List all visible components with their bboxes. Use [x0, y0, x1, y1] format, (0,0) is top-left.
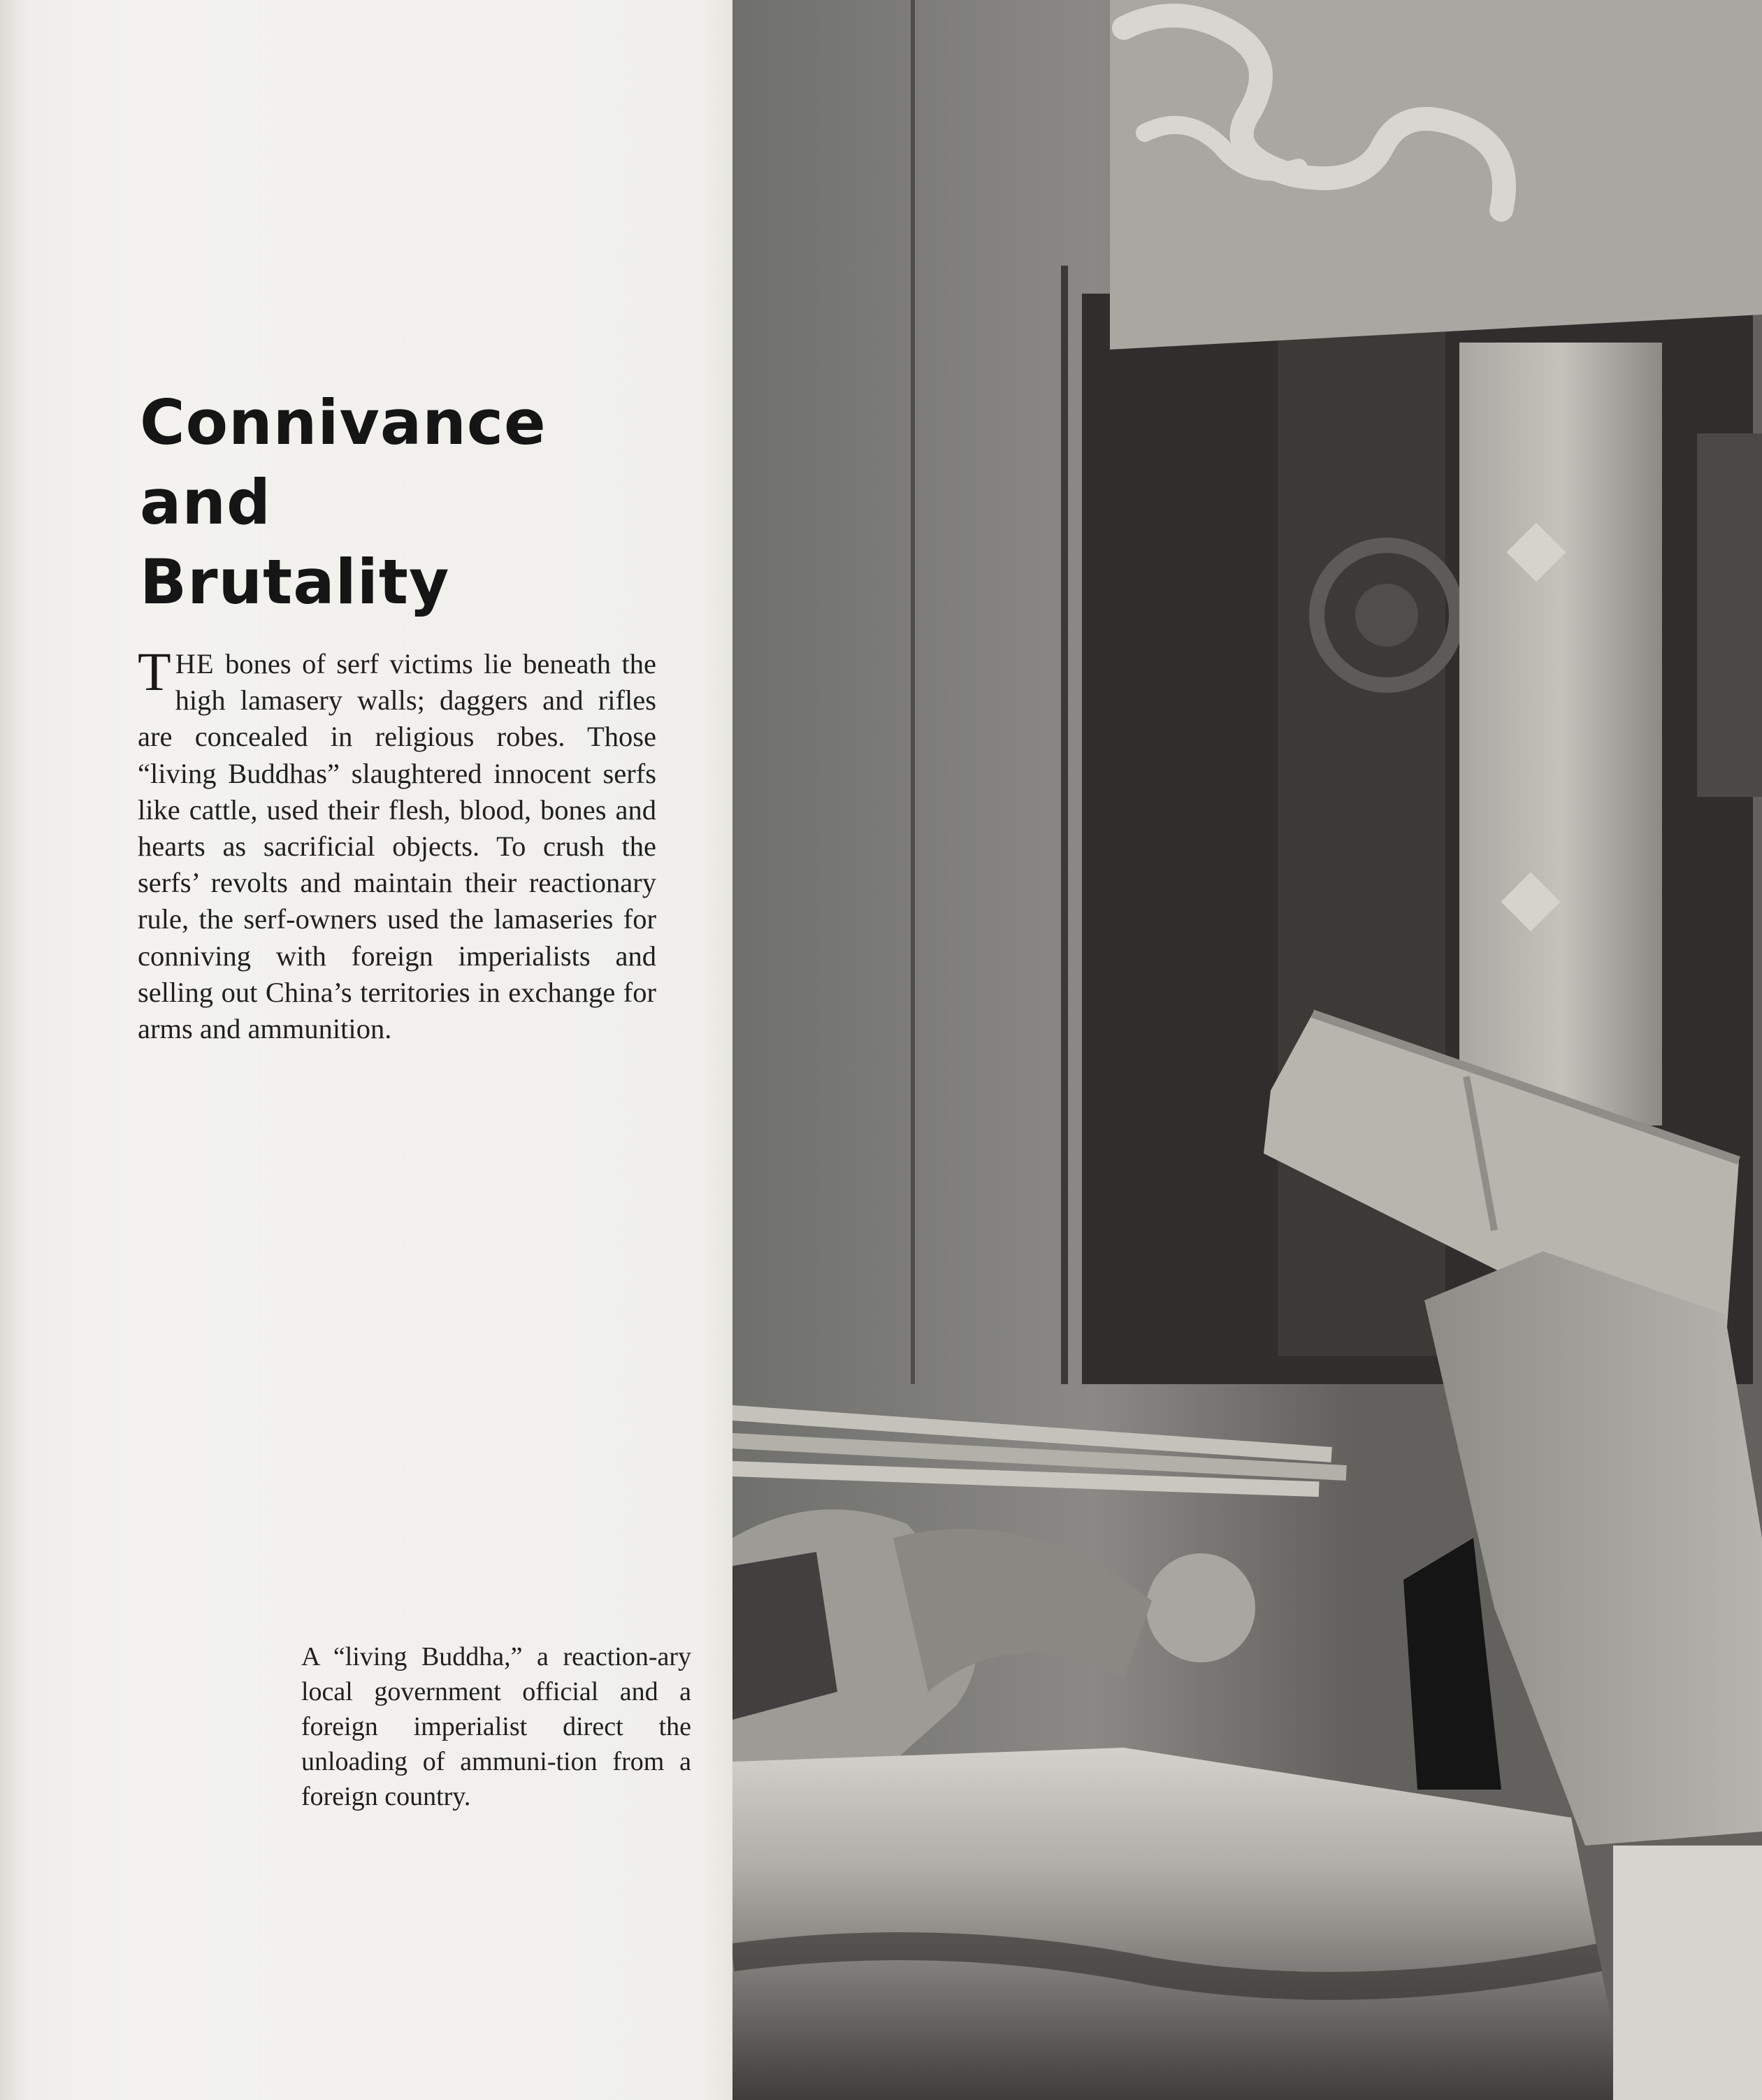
title-line-2: Brutality: [140, 546, 450, 618]
photo-illustration: [732, 0, 1762, 2100]
side-carving: [1697, 433, 1762, 797]
plank-seam: [1061, 266, 1068, 1384]
pillar: [1459, 343, 1662, 1125]
door-ornament-center: [1355, 584, 1418, 647]
article-title: [140, 383, 699, 622]
text-column: [0, 0, 732, 2100]
title-line-1: Connivance and: [140, 387, 547, 538]
sculpture-photo: [732, 0, 1762, 2100]
article-body: [138, 641, 656, 1047]
ground: [1613, 1846, 1762, 2100]
serf-head: [1146, 1553, 1255, 1662]
photo-caption: A “living Buddha,” a reaction-ary local government official and a foreign imperialist direct the unloading of ammuni-tion from a foreign country.: [301, 1642, 691, 1811]
plank-seam: [911, 0, 915, 1384]
hanging-cloth: [1110, 0, 1762, 350]
body-text: bones of serf victims lie beneath the high lamasery walls; daggers and rifles are concealed in religious robes. Those “living Buddhas” slaughtered innocent serfs like cattle, used their flesh, blood, bones and hearts as sacrificial objects. To crush the serfs’ revolts and maintain their reactionary rule, the serf-owners used the lamaseries for conniving with foreign imperialists and selling out China’s territories in exchange for arms and ammunition.: [138, 648, 656, 1045]
body-lead-in: HE: [175, 648, 215, 679]
drop-cap: T: [138, 641, 171, 702]
